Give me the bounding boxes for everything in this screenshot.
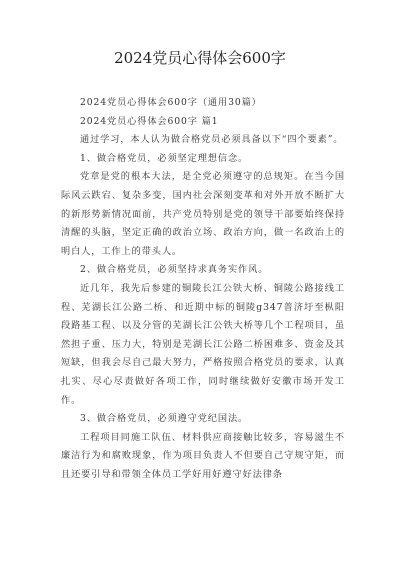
point-heading: 1、做合格党员，必须坚定理想信念。 [80,152,249,164]
subtitle-paragraph: 2024党员心得体会600字（通用30篇） [80,97,262,108]
body-paragraph: 党章是党的根本大法，是全党必须遵守的总规矩。在当今国际风云跌宕、复杂多变，国内社会深刻变革和对外开放不断扩大的新形势新情况面前，共产党员特别是党的领导干部要始终保持清醒的头脑，坚定正确的政治立场、政治方向，做一名政治上的明白人，工作上的带头人。 [61,171,345,257]
body-paragraph: 通过学习，本人认为做合格党员必须具备以下“四个要素”。 [80,134,344,146]
point-heading: 2、做合格党员，必须坚持求真务实作风。 [80,264,269,276]
point-heading: 3、做合格党员，必须遵守党纪国法。 [80,413,249,425]
body-paragraph: 工程项目同施工队伍、材料供应商接触比较多，容易滋生不廉洁行为和腐败现象，作为项目负责人不但要自己守规守矩，而且还要引导和带领全体员工学好用好遵守好法律条 [61,431,345,480]
document-body [61,94,345,484]
document-title: 2024党员心得体会600字 [114,49,286,67]
body-paragraph: 近几年，我先后参建的铜陵长江公铁大桥、铜陵公路接线工程、芜湖长江公路二桥、和近期中标的铜陵g347普济圩至枞阳段路基工程、以及分管的芜湖长江公铁大桥等几个工程项目，虽然担子重、压力大，特别是芜湖长江公路二桥困难多、资金及其短缺，但我会尽自己最大努力，严格按照合格党员的要求，认真扎实、尽心尽责做好各项工作，同时继续做好安徽市场开发工作。 [61,282,345,406]
section-heading: 2024党员心得体会600字 篇1 [80,115,219,127]
